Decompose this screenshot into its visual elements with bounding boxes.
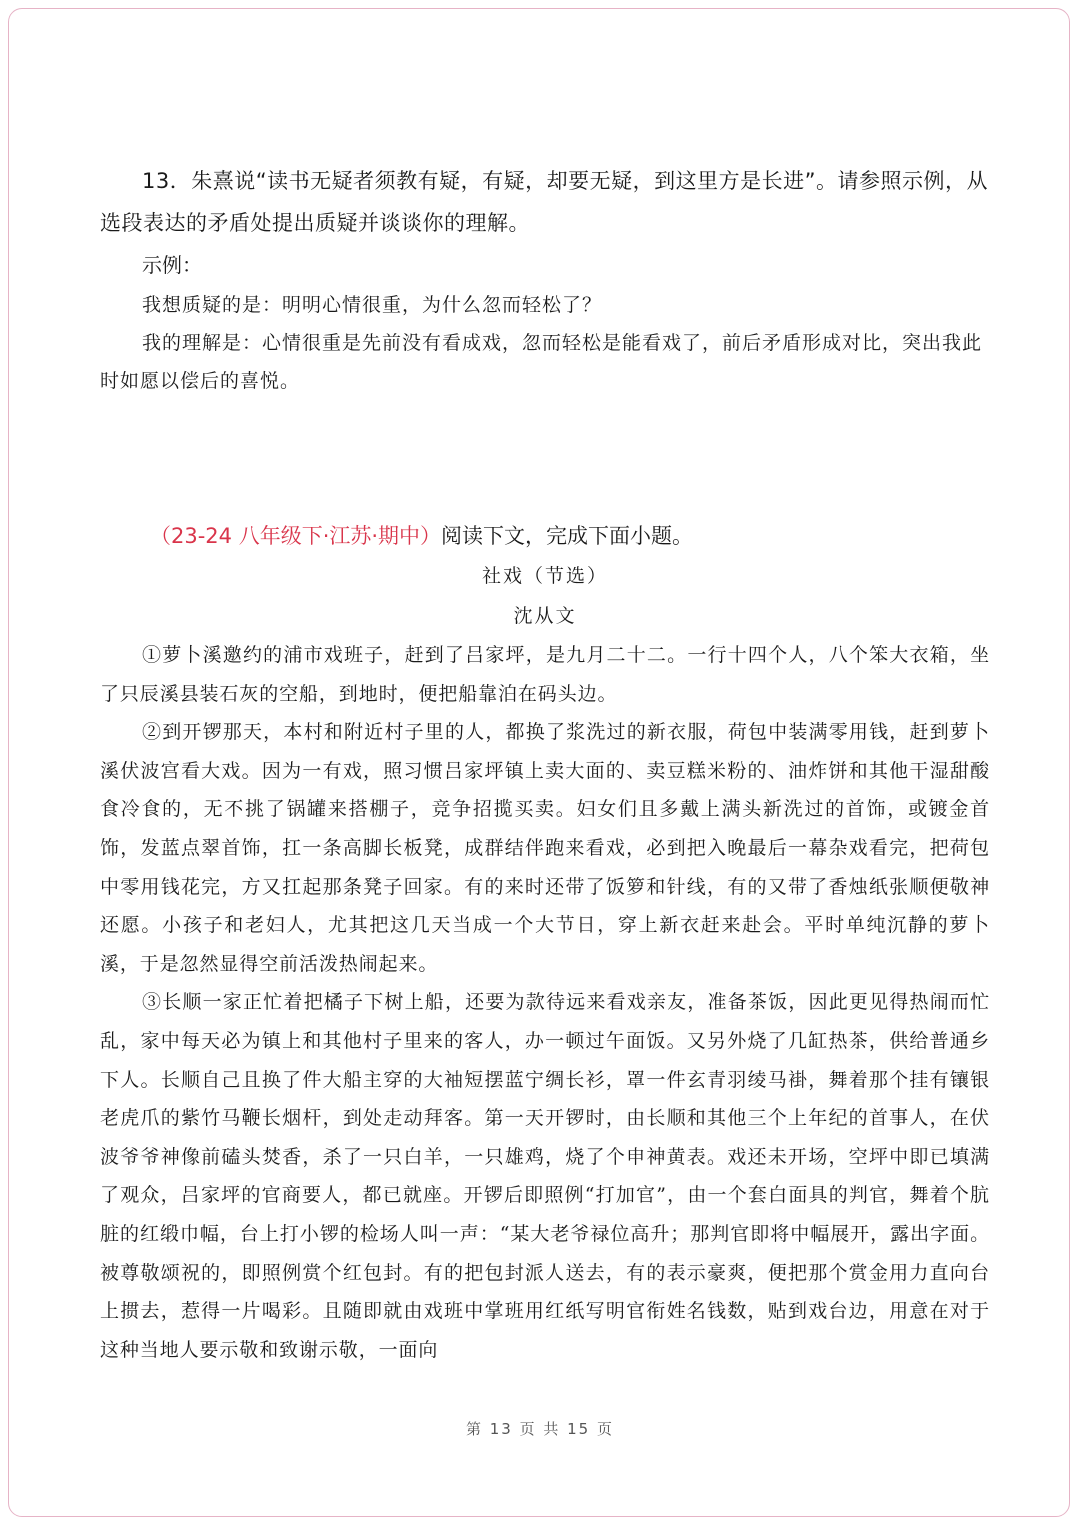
source-tag: （23-24 八年级下·江苏·期中）: [150, 524, 442, 548]
article-author: 沈从文: [513, 605, 577, 627]
example-doubt: 我想质疑的是：明明心情很重，为什么忽而轻松了？: [142, 294, 603, 316]
question-13-block: [100, 160, 990, 400]
paragraph-2: ②到开锣那天，本村和附近村子里的人，都换了浆洗过的新衣服，荷包中装满零用钱，赶到萝卜溪伏波宫看大戏。因为一有戏，照习惯吕家坪镇上卖大面的、卖豆糕米粉的、油炸饼和其他干湿甜酸食冷食的，无不挑了锅罐来搭棚子，竞争招揽买卖。妇女们且多戴上满头新洗过的首饰，或镀金首饰，发蓝点翠首饰，扛一条高脚长板凳，成群结伴跑来看戏，必到把入晚最后一幕杂戏看完，把荷包中零用钱花完，方又扛起那条凳子回家。有的来时还带了饭箩和针线，有的又带了香烛纸张顺便敬神还愿。小孩子和老妇人，尤其把这几天当成一个大节日，穿上新衣赶来赴会。平时单纯沉静的萝卜溪，于是忽然显得空前活泼热闹起来。: [100, 721, 990, 975]
section-heading: [150, 516, 990, 556]
example-label: 示例：: [142, 253, 202, 277]
example-understanding: 我的理解是：心情很重是先前没有看成戏，忽而轻松是能看戏了，前后矛盾形成对比，突出我此时如愿以偿后的喜悦。: [100, 332, 983, 392]
paragraph-1: ①萝卜溪邀约的浦市戏班子，赶到了吕家坪，是九月二十二。一行十四个人，八个笨大衣箱，坐了只辰溪县装石灰的空船，到地时，便把船靠泊在码头边。: [100, 644, 990, 705]
article-title: 社戏（节选）: [481, 565, 608, 587]
paragraph-3: ③长顺一家正忙着把橘子下树上船，还要为款待远来看戏亲友，准备茶饭，因此更见得热闹而忙乱，家中每天必为镇上和其他村子里来的客人，办一顿过午面饭。又另外烧了几缸热茶，供给普通乡下人。长顺自己且换了件大船主穿的大袖短摆蓝宁绸长衫，罩一件玄青羽绫马褂，舞着那个挂有镶银老虎爪的紫竹马鞭长烟杆，到处走动拜客。第一天开锣时，由长顺和其他三个上年纪的首事人，在伏波爷爷神像前磕头焚香，杀了一只白羊，一只雄鸡，烧了个申神黄表。戏还未开场，空坪中即已填满了观众，吕家坪的官商要人，都已就座。开锣后即照例“打加官”，由一个套白面具的判官，舞着个肮脏的红缎巾幅，台上打小锣的检场人叫一声：“某大老爷禄位高升；那判官即将中幅展开，露出字面。被尊敬颂祝的，即照例赏个红包封。有的把包封派人送去，有的表示豪爽，便把那个赏金用力直向台上掼去，惹得一片喝彩。且随即就由戏班中掌班用红纸写明官衔姓名钱数，贴到戏台边，用意在对于这种当地人要示敬和致谢示敬，一面向: [100, 991, 990, 1361]
question-13-text: 13．朱熹说“读书无疑者须教有疑，有疑，却要无疑，到这里方是长进”。请参照示例，从选段表达的矛盾处提出质疑并谈谈你的理解。: [100, 169, 988, 235]
section-instruction: 阅读下文，完成下面小题。: [441, 524, 694, 548]
page-number-footer: 第 13 页 共 15 页: [465, 1420, 614, 1438]
reading-section: [100, 516, 990, 1369]
